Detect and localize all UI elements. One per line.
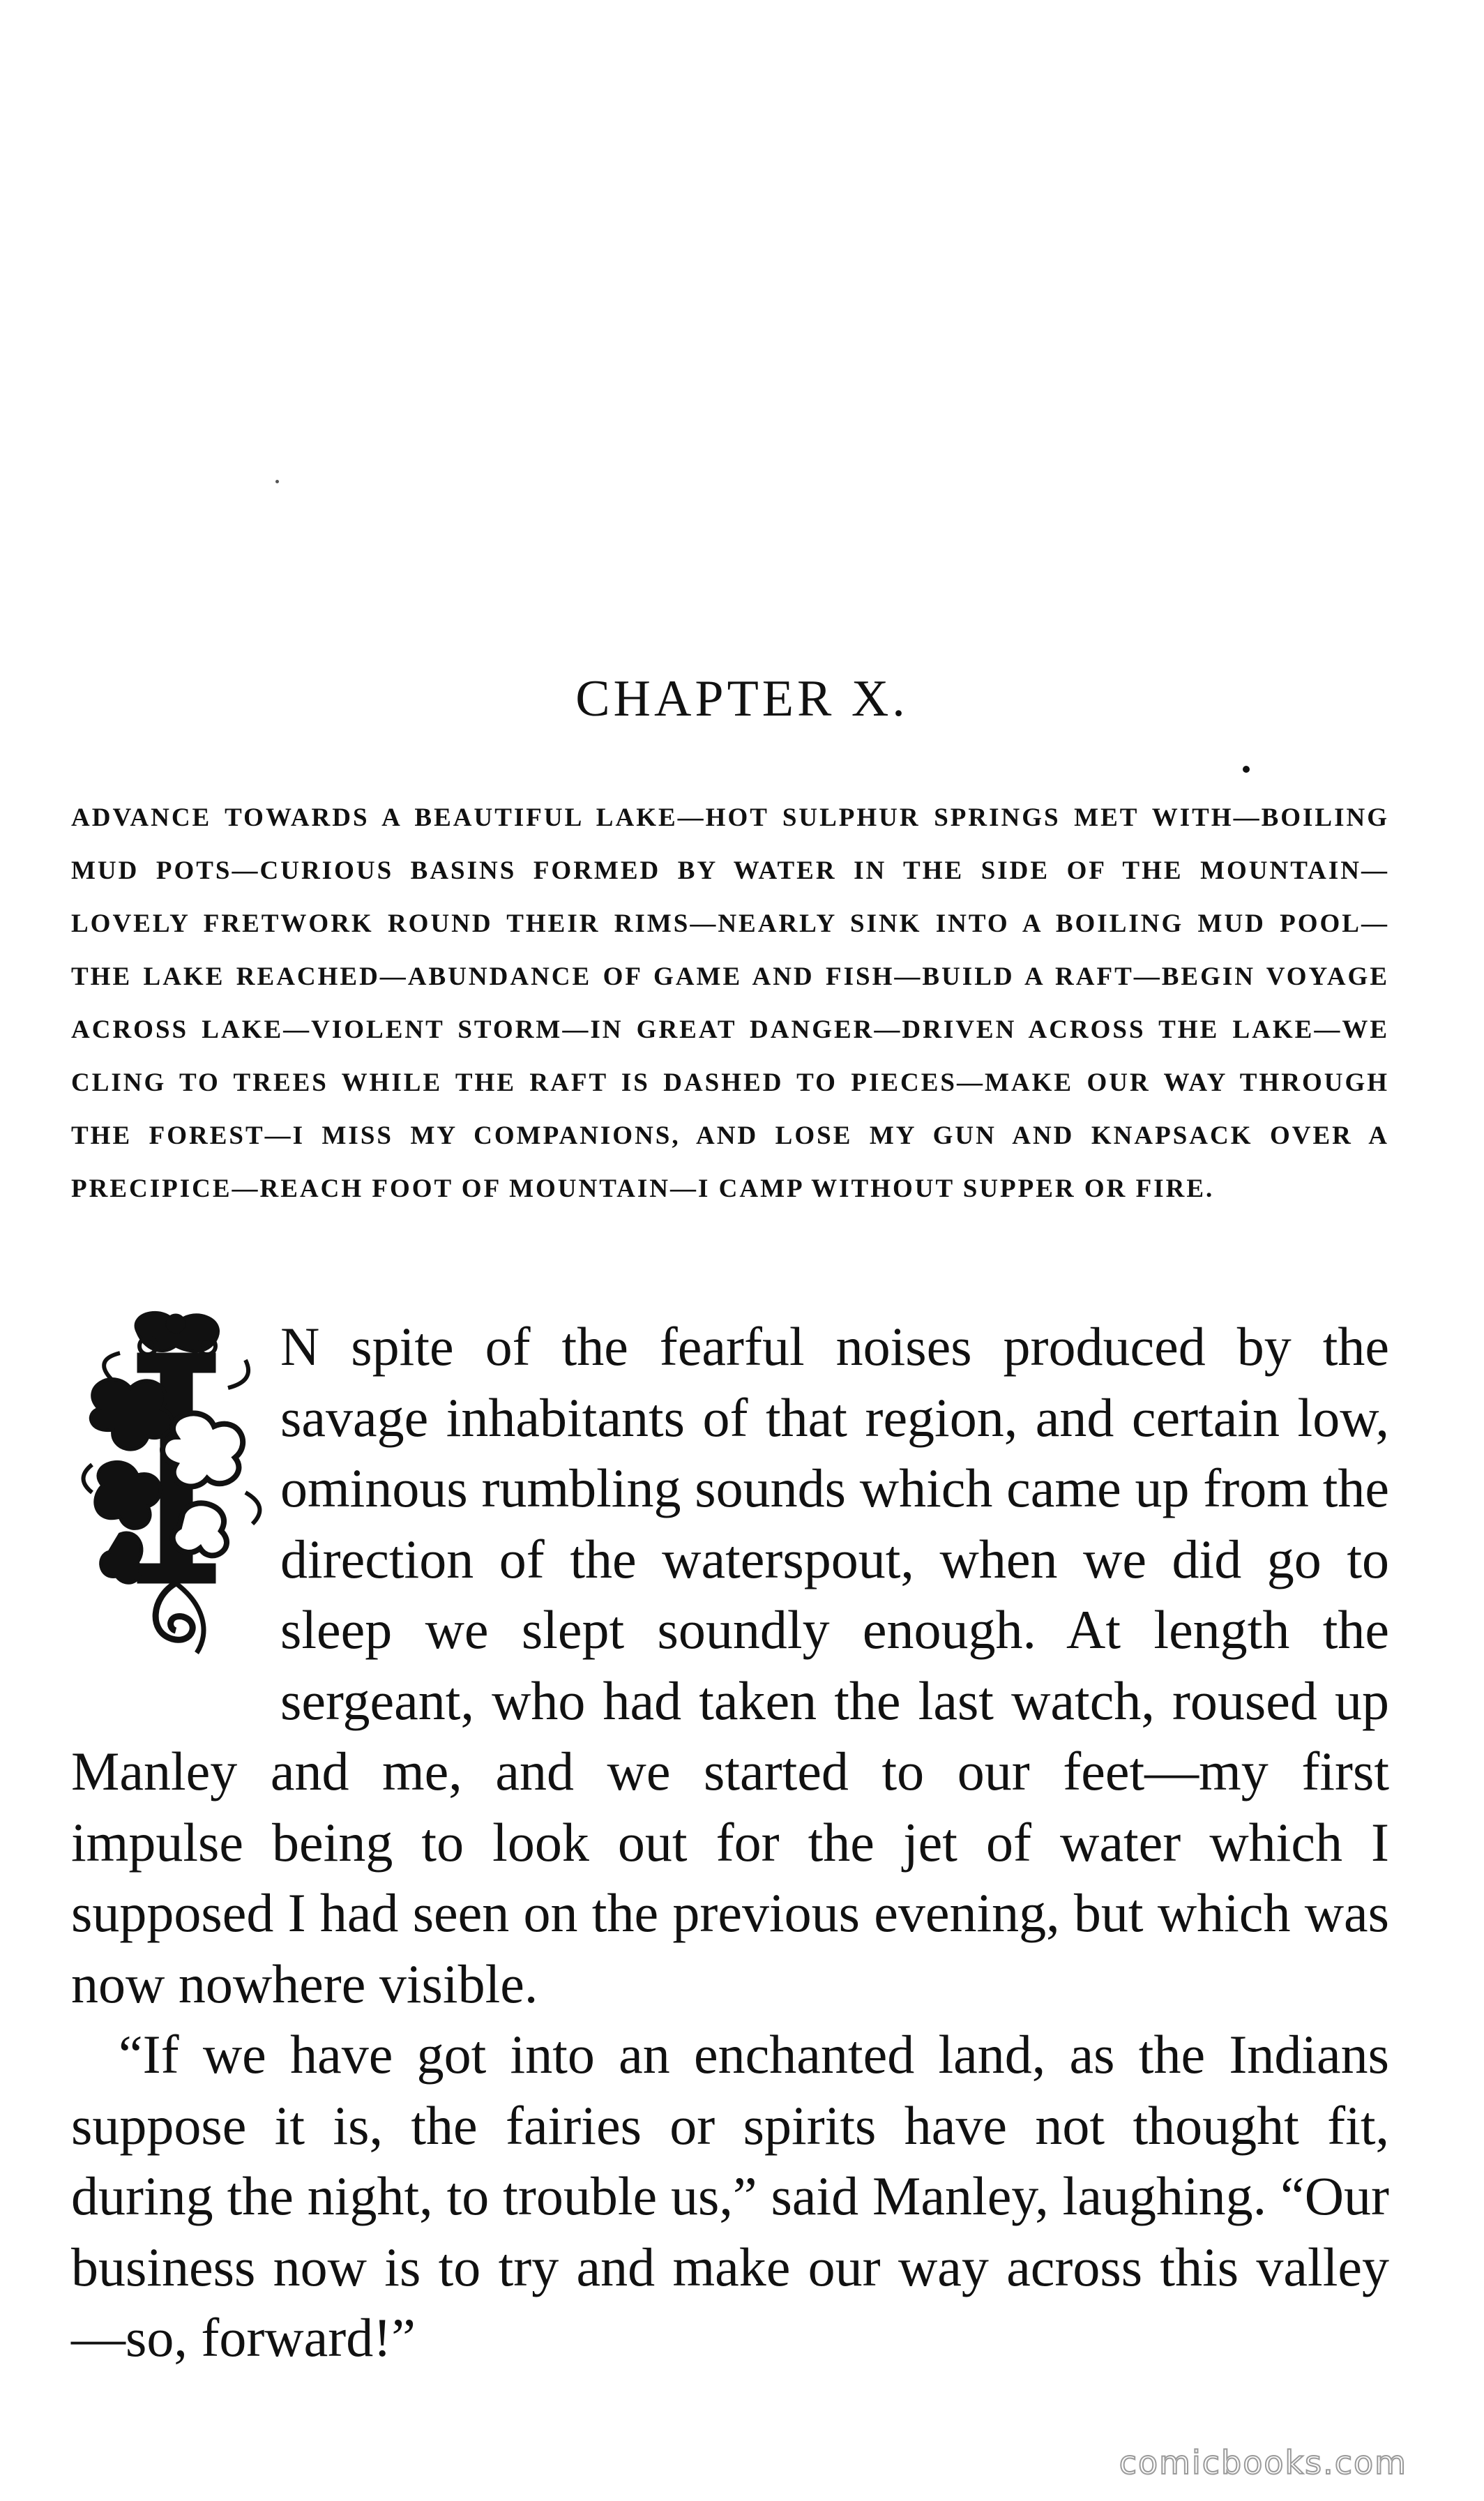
chapter-body (71, 1311, 1389, 2373)
paragraph-2: “If we have got into an enchanted land, as the Indians suppose it is, the fairies or spirits have not thought fit, during the night, to trouble us,” said Manley, laughing. “Our business now is to try and make our way across this valley—so, forward!” (71, 2024, 1389, 2368)
chapter-title: CHAPTER X. (575, 670, 909, 727)
print-speck (1243, 766, 1250, 773)
chapter-synopsis: ADVANCE TOWARDS A BEAUTIFUL LAKE—HOT SULPHUR SPRINGS MET WITH—BOILING MUD POTS—CURIOUS BASINS FORMED BY WATER IN THE SIDE OF THE MOUNTAIN—LOVELY FRETWORK ROUND THEIR RIMS—NEARLY SINK INTO A BOILING MUD POOL—THE LAKE REACHED—ABUNDANCE OF GAME AND FISH—BUILD A RAFT—BEGIN VOYAGE ACROSS LAKE—VIOLENT STORM—IN GREAT DANGER—DRIVEN ACROSS THE LAKE—WE CLING TO TREES WHILE THE RAFT IS DASHED TO PIECES—MAKE OUR WAY THROUGH THE FOREST—I MISS MY COMPANIONS, AND LOSE MY GUN AND KNAPSACK OVER A PRECIPICE—REACH FOOT OF MOUNTAIN—I CAMP WITHOUT SUPPER OR FIRE. (71, 803, 1389, 1203)
ornamental-floral-letter-I-icon (71, 1304, 280, 1667)
print-speck (275, 480, 279, 483)
paragraph-1: N spite of the fearful noises produced by the savage inhabitants of that region, and certain low, ominous rumbling sounds which came up from the direction of the waterspout, when we did go to sleep we slept soundly enough. At length the sergeant, who had taken the last watch, roused up Manley and me, and we started to our feet—my first impulse being to look out for the jet of water which I supposed I had seen on the previous evening, but which was now nowhere visible. (71, 1316, 1389, 2014)
site-watermark: comicbooks.com (1119, 2444, 1407, 2481)
